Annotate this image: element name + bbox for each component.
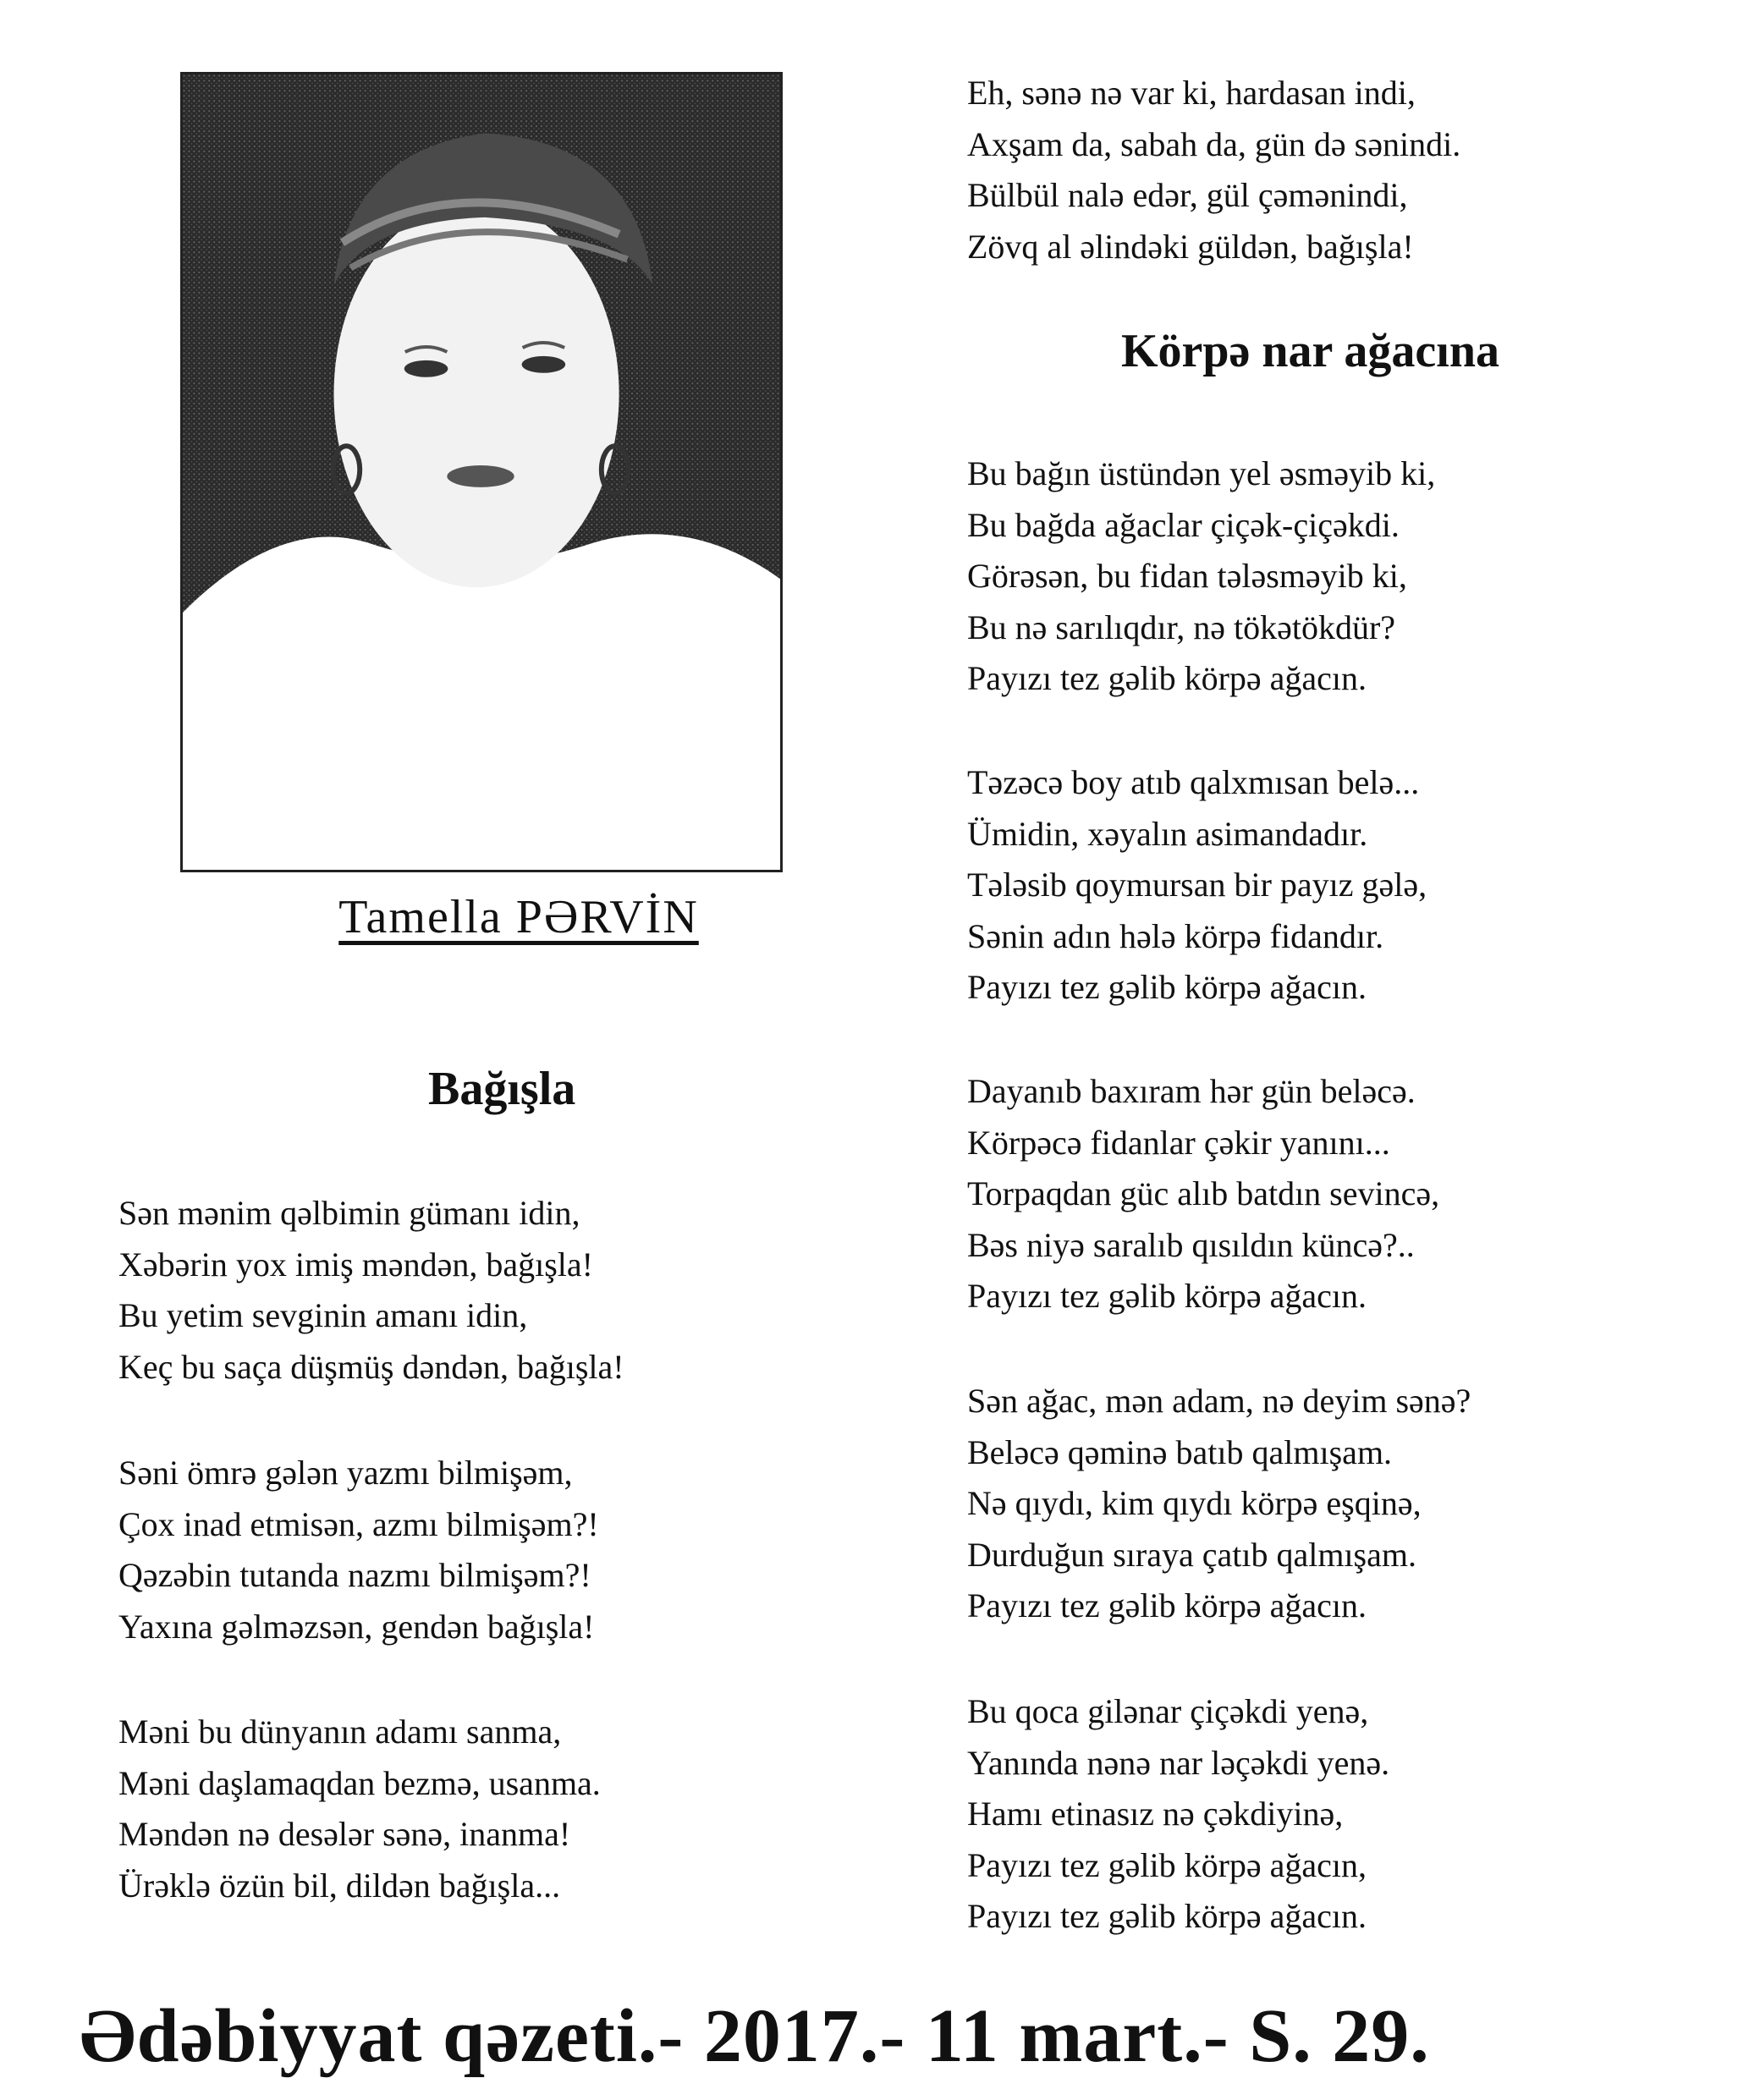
poem-line: Bülbül nalə edər, gül çəmənindi, [967,176,1408,214]
stanza [118,1448,599,1652]
poem-line: Sən mənim qəlbimin gümanı idin, [118,1194,580,1232]
poem-line: Xəbərin yox imiş məndən, bağışla! [118,1245,593,1284]
poem-line: Dayanıb baxıram hər gün beləcə. [967,1072,1416,1110]
poem-line: Bəs niyə saralıb qısıldın küncə?.. [967,1225,1415,1264]
poem-line: Məni bu dünyanın adamı sanma, [118,1712,562,1751]
stanza [967,1376,1471,1632]
poem-line: Məni daşlamaqdan bezmə, usanma. [118,1763,601,1802]
poem-line: Nə qıydı, kim qıydı körpə eşqinə, [967,1484,1422,1522]
source-citation: Ədəbiyyat qəzeti.- 2017.- 11 mart.- S. 29. [80,1994,1430,2078]
poem-line: Hamı etinasız nə çəkdiyinə, [967,1795,1344,1833]
poem-line: Bu bağın üstündən yel əsməyib ki, [967,454,1436,492]
author-name: Tamella PƏRVİN [338,891,699,943]
stanza [967,448,1435,705]
stanza-continuation [967,68,1460,272]
poem-line: Tələsib qoymursan bir payız gələ, [967,866,1427,904]
stanza [967,1686,1389,1943]
poem-line: Ürəklə özün bil, dildən bağışla... [118,1866,561,1905]
poem-line: Bu qoca gilənar çiçəkdi yenə, [967,1692,1369,1730]
stanza [967,1066,1439,1322]
poem-line: Yanında nənə nar ləçəkdi yenə. [967,1743,1390,1782]
poem-line: Sən ağac, mən adam, nə deyim sənə? [967,1382,1471,1420]
poem-line: Keç bu saça düşmüş dəndən, bağışla! [118,1347,624,1386]
poem-line: Körpəcə fidanlar çəkir yanını... [967,1123,1390,1162]
author-portrait-icon [183,74,780,870]
poem-line: Qəzəbin tutanda nazmı bilmişəm?! [118,1556,591,1594]
poem-line: Bu yetim sevginin amanı idin, [118,1296,528,1334]
poem-line: Axşam da, sabah da, gün də sənindi. [967,124,1461,163]
poem-line: Payızı tez gəlib körpə ağacın. [967,1277,1367,1315]
poem-line: Torpaqdan güc alıb batdın sevincə, [967,1174,1440,1212]
poem-line: Yaxına gəlməzsən, gendən bağışla! [118,1607,595,1646]
poem-line: Bu bağda ağaclar çiçək-çiçəkdi. [967,505,1400,544]
poem-title-korpe-nar-agacina: Körpə nar ağacına [1121,325,1499,377]
poem-line: Ümidin, xəyalın asimandadır. [967,814,1368,853]
poem-line: Məndən nə desələr sənə, inanma! [118,1815,571,1853]
stanza [967,757,1427,1014]
poem-line: Zövq al əlindəki güldən, bağışla! [967,227,1414,266]
poem-line: Görəsən, bu fidan tələsməyib ki, [967,557,1407,595]
poem-line: Beləcə qəminə batıb qalmışam. [967,1432,1393,1471]
poem-line: Payızı tez gəlib körpə ağacın, [967,1845,1367,1884]
poem-line: Payızı tez gəlib körpə ağacın. [967,659,1367,697]
poem-line: Payızı tez gəlib körpə ağacın. [967,1586,1367,1624]
poem-line: Sənin adın hələ körpə fidandır. [967,916,1384,955]
poem-line: Payızı tez gəlib körpə ağacın. [967,1897,1367,1935]
poem-line: Səni ömrə gələn yazmı bilmişəm, [118,1454,573,1492]
poem-line: Çox inad etmisən, azmı bilmişəm?! [118,1504,599,1543]
stanza [118,1188,624,1393]
stanza [118,1707,601,1911]
poem-line: Bu nə sarılıqdır, nə tökətökdür? [967,607,1396,646]
poem-line: Eh, sənə nə var ki, hardasan indi, [967,74,1416,112]
poem-title-bagishla: Bağışla [428,1063,576,1115]
poem-line: Təzəcə boy atıb qalxmısan belə... [967,763,1420,801]
poem-line: Durduğun sıraya çatıb qalmışam. [967,1535,1416,1574]
author-photo [180,72,783,872]
poem-line: Payızı tez gəlib körpə ağacın. [967,968,1367,1006]
